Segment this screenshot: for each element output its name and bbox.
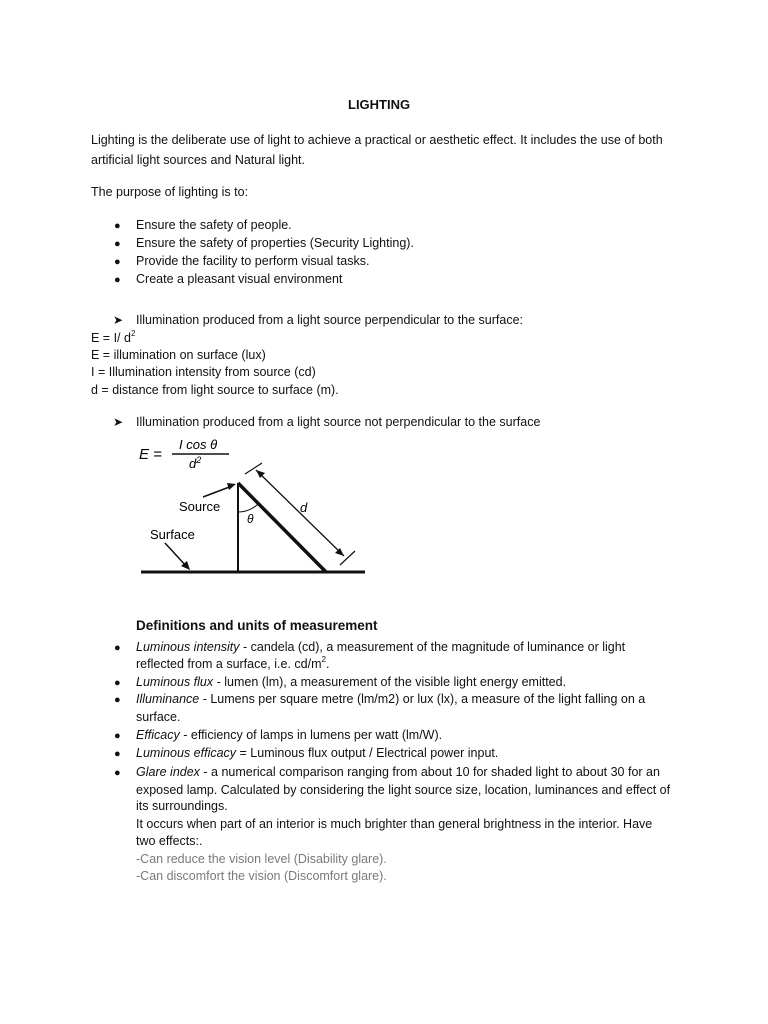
term-description: = Luminous flux output / Electrical power input. (236, 746, 499, 760)
list-item: Ensure the safety of properties (Security Lighting). (136, 236, 414, 250)
formula-exponent: 2 (130, 329, 136, 338)
bullet-icon: ● (114, 256, 121, 268)
list-item-continuation: surface. (136, 710, 181, 724)
term: Luminous intensity (136, 640, 240, 654)
source-pointer (203, 486, 232, 497)
term-description: - Lumens per square metre (lm/m2) or lux (lx), a measure of the light falling on a (199, 692, 646, 706)
list-item-continuation: its surroundings. (136, 799, 228, 813)
list-item: Provide the facility to perform visual tasks. (136, 254, 370, 268)
term-description: - candela (cd), a measurement of the magnitude of luminance or light (239, 640, 626, 654)
arrow-bullet-icon: ➤ (113, 313, 124, 327)
definition-line: I = Illumination intensity from source (cd) (91, 365, 316, 379)
bullet-icon: ● (114, 220, 121, 232)
definition-line: E = illumination on surface (lux) (91, 348, 266, 362)
bullet-icon: ● (114, 730, 121, 742)
effect-line: -Can discomfort the vision (Discomfort glare). (136, 869, 387, 883)
term-description: - a numerical comparison ranging from about 10 for shaded light to about 30 for an (199, 765, 660, 779)
list-item-continuation: It occurs when part of an interior is much brighter than general brightness in the interior. Have (136, 817, 653, 831)
d-label: d (300, 500, 308, 515)
diagram-numerator: I cos θ (179, 437, 218, 452)
list-item (136, 765, 660, 779)
bullet-icon: ● (114, 748, 121, 760)
list-item (136, 675, 566, 689)
list-item: Ensure the safety of people. (136, 218, 292, 232)
term: Luminous flux (136, 675, 214, 689)
diagram-denominator: $d^2$ (189, 455, 202, 471)
theta-label: θ (247, 512, 254, 526)
effect-line: -Can reduce the vision level (Disability glare). (136, 852, 387, 866)
term: Glare index (136, 765, 200, 779)
purpose-heading: The purpose of lighting is to: (91, 185, 249, 199)
list-item (136, 640, 625, 654)
bullet-icon: ● (114, 677, 121, 689)
list-item (136, 728, 442, 742)
surface-label: Surface (150, 527, 195, 542)
angle-arc (238, 504, 258, 512)
list-item-continuation: reflected from a surface, i.e. $cd/m^2$. (136, 655, 330, 671)
formula-text: E = I/ d (91, 331, 131, 345)
bullet-icon: ● (114, 767, 121, 779)
illumination-diagram (137, 437, 369, 577)
arrow-bullet-icon: ➤ (113, 415, 124, 429)
perpendicular-formula (91, 331, 135, 345)
term: Efficacy (136, 728, 180, 742)
perpendicular-heading: Illumination produced from a light source perpendicular to the surface: (136, 313, 524, 327)
term: Luminous efficacy (136, 746, 237, 760)
diagram-formula-lhs: E = (139, 446, 162, 463)
non-perpendicular-heading: Illumination produced from a light source not perpendicular to the surface (136, 415, 541, 429)
intro-line-2: artificial light sources and Natural light. (91, 153, 305, 167)
surface-pointer (165, 543, 187, 567)
list-item (136, 692, 645, 706)
bullet-icon: ● (114, 274, 121, 286)
intro-line-1: Lighting is the deliberate use of light to achieve a practical or aesthetic effect. It includes the use of both (91, 133, 663, 147)
term: Illuminance (136, 692, 200, 706)
bullet-icon: ● (114, 238, 121, 250)
page-title: LIGHTING (348, 97, 411, 112)
bullet-icon: ● (114, 694, 121, 706)
light-ray (238, 483, 326, 572)
list-item-continuation: exposed lamp. Calculated by considering the light source size, location, luminances and effect of (136, 783, 671, 797)
source-label: Source (179, 499, 221, 514)
arrowhead-icon (227, 483, 236, 490)
list-item: Create a pleasant visual environment (136, 272, 343, 286)
term-description: - lumen (lm), a measurement of the visible light energy emitted. (213, 675, 567, 689)
list-item-continuation: two effects:. (136, 834, 203, 848)
list-item (136, 746, 498, 760)
definition-line: d = distance from light source to surface (m). (91, 383, 339, 397)
definitions-heading: Definitions and units of measurement (136, 618, 378, 633)
term-description: - efficiency of lamps in lumens per watt (lm/W). (179, 728, 443, 742)
bullet-icon: ● (114, 642, 121, 654)
